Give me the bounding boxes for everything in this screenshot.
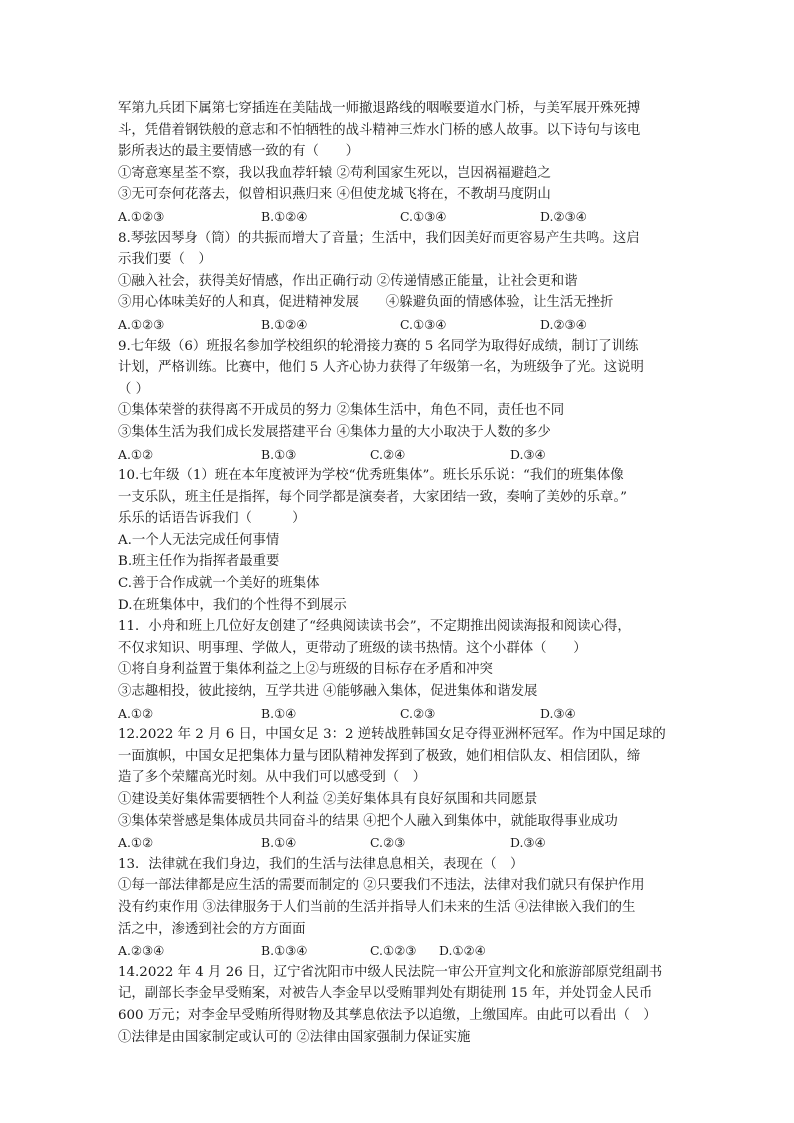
question-line: 14.2022 年 4 月 26 日，辽宁省沈阳市中级人民法院一审公开宣判文化和旅游部原党组副书 (118, 964, 663, 980)
choice-b: B.班主任作为指挥者最重要 (118, 554, 280, 570)
question-line: ①每一部法律都是应生活的需要而制定的 ②只要我们不违法，法律对我们就只有保护作用 (118, 878, 645, 894)
question-9 (118, 336, 734, 466)
statement-line: ③用心体味美好的人和真，促进精神发展 ④躲避负面的情感体验，让生活无挫折 (118, 295, 614, 311)
question-13 (118, 854, 734, 962)
option-b: B.①④ (261, 835, 297, 851)
question-line: 11．小舟和班上几位好友创建了“经典阅读读书会”，不定期推出阅读海报和阅读心得， (118, 619, 631, 635)
question-line: 示我们要（ ） (118, 252, 212, 268)
option-d: D.②③④ (540, 208, 587, 224)
option-d: D.③④ (540, 705, 576, 721)
choice-a: A.一个人无法完成任何事情 (118, 532, 280, 548)
choice-d: D.在班集体中，我们的个性得不到展示 (118, 597, 347, 613)
option-c: C.①③④ (400, 316, 447, 332)
option-b: B.①②④ (261, 208, 308, 224)
question-line: 600 万元；对李金早受贿所得财物及其孳息依法予以追缴，上缴国库。由此可以看出（ ） (118, 1007, 657, 1023)
option-c: C.②③ (370, 835, 406, 851)
question-line: 没有约束作用 ③法律服务于人们当前的生活并指导人们未来的生活 ④法律嵌入我们的生 (118, 899, 636, 915)
question-line: 活之中，渗透到社会的方方面面 (118, 921, 306, 937)
option-d: D.③④ (510, 835, 546, 851)
option-a: A.①② (118, 835, 154, 851)
question-line: 乐乐的话语告诉我们（ ） (118, 511, 306, 527)
answer-options (118, 206, 734, 228)
option-c: C.②③ (400, 705, 436, 721)
question-14 (118, 962, 734, 1048)
question-7-continued (118, 98, 734, 228)
option-a: A.②③④ (118, 943, 165, 959)
option-d: D.③④ (510, 446, 546, 462)
statement-line: ①将自身利益置于集体利益之上②与班级的目标存在矛盾和冲突 (118, 662, 493, 678)
question-11 (118, 616, 734, 724)
question-line: 不仅求知识、明事理、学做人，更带动了班级的读书热情。这个小群体（ ） (118, 640, 587, 656)
question-line: 10.七年级（1）班在本年度被评为学校“优秀班集体”。班长乐乐说：“我们的班集体像 (118, 468, 624, 484)
question-line: 记，副部长李金早受贿案，对被告人李金早以受贿罪判处有期徒刑 15 年，并处罚金人民币 (118, 986, 653, 1002)
statement-line: ①建设美好集体需要牺牲个人利益 ②美好集体具有良好氛围和共同愿景 (118, 792, 538, 807)
question-line: 计划，严格训练。比赛中，他们 5 人齐心协力获得了年级第一名，为班级争了光。这说明 (118, 360, 644, 376)
statement-line: ①融入社会，获得美好情感，作出正确行动 ②传递情感正能量，让社会更和谐 (118, 273, 578, 289)
option-c: C.②④ (370, 446, 406, 462)
option-d: D.②③④ (540, 316, 587, 332)
option-d: D.①②④ (439, 943, 486, 959)
option-a: A.①②③ (118, 316, 165, 332)
statement-line: ①法律是由国家制定或认可的 ②法律由国家强制力保证实施 (118, 1029, 471, 1045)
answer-options (118, 940, 734, 962)
question-line: 12.2022 年 2 月 6 日，中国女足 3：2 逆转战胜韩国女足夺得亚洲杯冠军。作为中国足球的 (118, 727, 666, 743)
statement-line: ①集体荣誉的获得离不开成员的努力 ②集体生活中，角色不同，责任也不同 (118, 403, 565, 419)
statement-line: ③集体荣誉感是集体成员共同奋斗的结果 ④把个人融入到集体中，就能取得事业成功 (118, 813, 618, 829)
statement-line: ③集体生活为我们成长发展搭建平台 ④集体力量的大小取决于人数的多少 (118, 424, 551, 440)
answer-options (118, 314, 734, 336)
question-line: 9.七年级（6）班报名参加学校组织的轮滑接力赛的 5 名同学为取得好成绩，制订了训练 (118, 338, 639, 354)
option-b: B.①③ (261, 446, 297, 462)
answer-options (118, 832, 734, 854)
option-a: A.①②③ (118, 208, 165, 224)
question-line: 一支乐队，班主任是指挥，每个同学都是演奏者，大家团结一致，奏响了美妙的乐章。” (118, 489, 627, 505)
question-line: 13．法律就在我们身边，我们的生活与法律息息相关，表现在（ ） (118, 856, 524, 872)
option-c: C.①③④ (400, 208, 447, 224)
question-line: 影所表达的最主要情感一致的有（ ） (118, 144, 360, 160)
statement-line: ③志趣相投，彼此接纳，互学共进 ④能够融入集体，促进集体和谐发展 (118, 684, 538, 700)
statement-line: ①寄意寒星荃不察，我以我血荐轩辕 ②苟利国家生死以，岂因祸福避趋之 (118, 165, 551, 181)
question-line: （ ） (118, 381, 150, 397)
choice-c: C.善于合作成就一个美好的班集体 (118, 576, 320, 592)
option-a: A.①② (118, 705, 154, 721)
question-line: 军第九兵团下属第七穿插连在美陆战一师撤退路线的咽喉要道水门桥，与美军展开殊死搏 (118, 101, 641, 116)
statement-line: ③无可奈何花落去，似曾相识燕归来 ④但使龙城飞将在，不教胡马度阴山 (118, 187, 551, 203)
question-line: 8.琴弦因琴身（筒）的共振而增大了音量；生活中，我们因美好而更容易产生共鸣。这启 (118, 230, 640, 246)
question-8 (118, 228, 734, 336)
option-b: B.①②④ (261, 316, 308, 332)
question-line: 造了多个荣耀高光时刻。从中我们可以感受到（ ） (118, 770, 426, 786)
option-b: B.①④ (261, 705, 297, 721)
answer-options (118, 703, 734, 725)
question-12 (118, 724, 734, 854)
question-line: 斗，凭借着钢铁般的意志和不怕牺牲的战斗精神三炸水门桥的感人故事。以下诗句与该电 (118, 122, 641, 138)
answer-options (118, 444, 734, 466)
question-10 (118, 465, 734, 616)
option-b: B.①③④ (261, 943, 308, 959)
question-line: 一面旗帜，中国女足把集体力量与团队精神发挥到了极致，她们相信队友、相信团队，缔 (118, 748, 641, 764)
option-c: C.①②③ (370, 943, 417, 959)
option-a: A.①② (118, 446, 154, 462)
